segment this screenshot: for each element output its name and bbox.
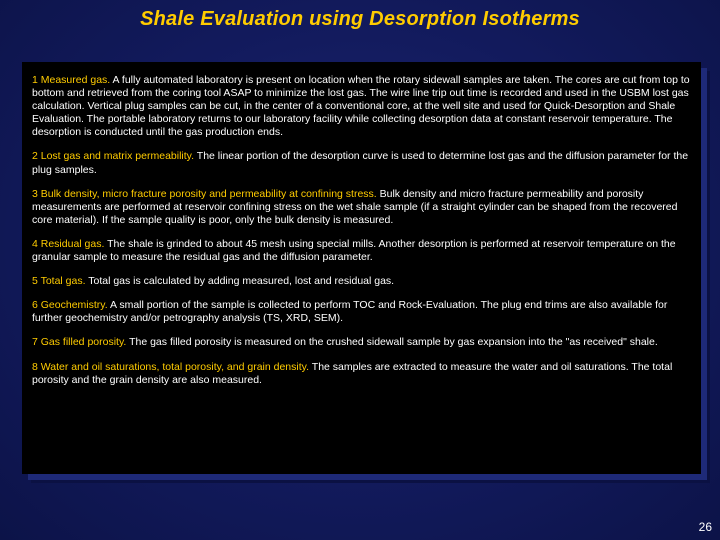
paragraph-text: Bulk density and micro fracture permeability and porosity measurements are performed at reservoir confining stress on the wet shale sample (if a straight cylinder can be shaped from the recovered core material). If the sample quality is poor, only the bulk density is measured. [32, 187, 678, 226]
slide-title: Shale Evaluation using Desorption Isotherms [140, 8, 580, 30]
paragraph-residual-gas [32, 238, 692, 264]
paragraph-heading: 2 Lost gas and matrix permeability. [32, 150, 195, 163]
paragraph-lost-gas [32, 150, 692, 176]
paragraph-saturations [32, 361, 692, 387]
paragraph-heading: 5 Total gas. [32, 275, 86, 288]
paragraph-text: The shale is grinded to about 45 mesh using special mills. Another desorption is performed at reservoir temperature on the granular sample to measure the residual gas and the diffusion parameter. [32, 237, 676, 264]
paragraph-total-gas [32, 275, 692, 288]
paragraph-measured-gas [32, 74, 692, 139]
paragraph-text: The samples are extracted to measure the water and oil saturations. The total porosity and the grain density are also measured. [32, 360, 673, 386]
paragraph-gas-filled-porosity [32, 336, 692, 349]
paragraph-text: A fully automated laboratory is present on location when the rotary sidewall samples are taken. The cores are cut from top to bottom and retrieved from the coring tool ASAP to minimize the lost gas. The wire line trip out time is recorded and used in the USBM lost gas calculation. Vertical plug samples can be cut, in the center of a conventional core, at the well site and used for Quick-Desorption and Shale Evaluation. The portable laboratory returns to our laboratory facility while collecting desorption data at constant reservoir temperature. The desorption is conducted until the gas production ends. [32, 74, 690, 139]
paragraph-heading: 3 Bulk density, micro fracture porosity and permeability at confining stress. [32, 187, 377, 200]
paragraph-text: Total gas is calculated by adding measured, lost and residual gas. [85, 275, 395, 288]
paragraph-bulk-density [32, 188, 692, 227]
paragraph-heading: 4 Residual gas. [32, 237, 105, 250]
page-number: 26 [698, 520, 712, 534]
paragraph-text: The gas filled porosity is measured on the crushed sidewall sample by gas expansion into the "as received" shale. [126, 336, 658, 349]
paragraph-text: The linear portion of the desorption curve is used to determine lost gas and the diffusion parameter for the plug samples. [32, 150, 689, 176]
paragraph-text: A small portion of the sample is collected to perform TOC and Rock-Evaluation. The plug end trims are also available for further geochemistry and/or petrography analysis (TS, XRD, SEM). [32, 299, 668, 325]
paragraph-geochemistry [32, 299, 692, 325]
paragraph-heading: 6 Geochemistry. [32, 299, 108, 312]
paragraph-heading: 1 Measured gas. [32, 74, 111, 86]
content-panel [22, 62, 701, 474]
paragraph-heading: 7 Gas filled porosity. [32, 336, 127, 349]
paragraph-heading: 8 Water and oil saturations, total porosity, and grain density. [32, 360, 310, 373]
